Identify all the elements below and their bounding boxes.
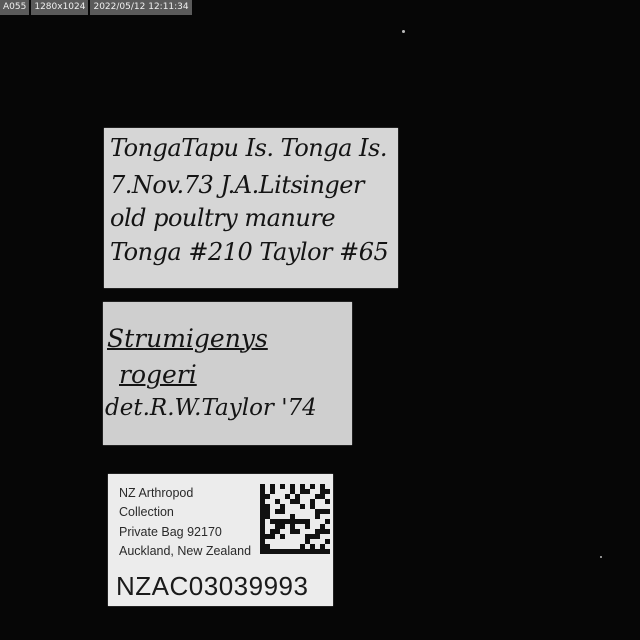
collection-line-3: Private Bag 92170 — [119, 525, 222, 539]
dust-speck — [600, 556, 602, 558]
genus-name: Strumigenys — [107, 324, 268, 353]
collection-line-2: Collection — [119, 505, 174, 519]
collection-line-1: NZ Arthropod — [119, 486, 194, 500]
camera-resolution: 1280x1024 — [31, 0, 88, 15]
datamatrix-barcode-icon — [260, 483, 330, 555]
species-name: rogeri — [119, 360, 197, 389]
determination-label — [103, 302, 352, 445]
camera-id: A055 — [0, 0, 29, 15]
collection-line-4: Auckland, New Zealand — [119, 544, 252, 558]
collection-label — [108, 474, 333, 606]
dust-speck — [402, 30, 405, 33]
determiner: det.R.W.Taylor '74 — [105, 395, 317, 421]
camera-timestamp: 2022/05/12 12:11:34 — [90, 0, 191, 15]
locality-label — [104, 128, 398, 288]
camera-overlay — [0, 0, 192, 15]
catalog-number: NZAC03039993 — [116, 571, 309, 601]
locality-line-3: old poultry manure — [110, 204, 336, 232]
locality-line-4: Tonga #210 Taylor #65 — [110, 238, 389, 266]
locality-line-2: 7.Nov.73 J.A.Litsinger — [110, 171, 364, 199]
locality-line-1: TongaTapu Is. Tonga Is. — [110, 134, 387, 162]
